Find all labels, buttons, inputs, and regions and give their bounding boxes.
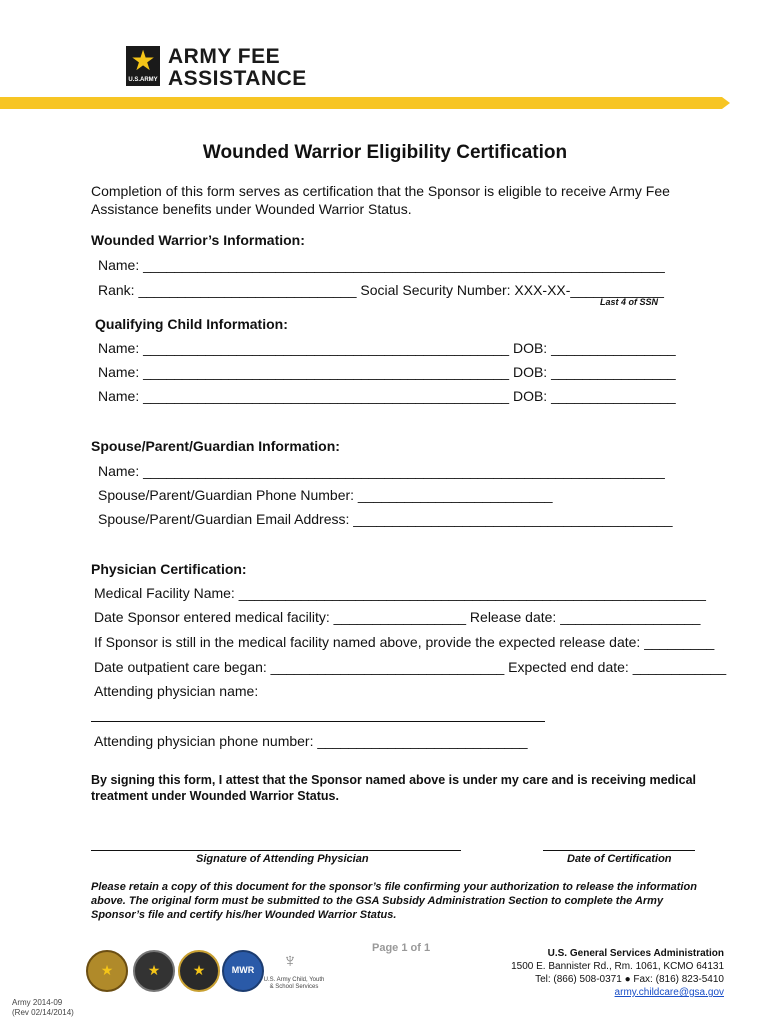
gsa-email-link[interactable]: army.childcare@gsa.gov xyxy=(614,987,724,998)
attending-phone-field[interactable]: Attending physician phone number: ___________________________ xyxy=(94,733,528,749)
header-band-tip xyxy=(722,97,730,109)
gsa-name: U.S. General Services Administration xyxy=(547,948,724,959)
cyss-logo-icon: ♆ xyxy=(282,950,298,972)
form-revision: (Rev 02/14/2014) xyxy=(12,1008,74,1017)
document-title: Wounded Warrior Eligibility Certification xyxy=(202,142,568,163)
army-seal-icon: ★ xyxy=(86,950,128,992)
date-line[interactable] xyxy=(543,850,695,851)
guardian-email-field[interactable]: Spouse/Parent/Guardian Email Address: _________________________________________ xyxy=(98,511,673,527)
warrior-rank-ssn-field[interactable]: Rank: ____________________________ Social Security Number: XXX-XX-____________ xyxy=(98,282,664,298)
expected-release-field[interactable]: If Sponsor is still in the medical facility named above, provide the expected release date: _________ xyxy=(94,634,715,650)
reserve-seal-icon: ★ xyxy=(178,950,220,992)
page-number: Page 1 of 1 xyxy=(372,942,431,954)
outpatient-field[interactable]: Date outpatient care began: ______________________________ Expected end date: ____________ xyxy=(94,659,727,675)
star-icon: ★ xyxy=(130,45,156,76)
guard-seal-icon: ★ xyxy=(133,950,175,992)
logo-caption: U.S.ARMY xyxy=(128,77,158,83)
child-row-2[interactable]: Name: _______________________________________________ DOB: ________________ xyxy=(98,364,676,380)
signature-line[interactable] xyxy=(91,850,461,851)
child-row-1[interactable]: Name: _______________________________________________ DOB: ________________ xyxy=(98,340,676,356)
gsa-address: 1500 E. Bannister Rd., Rm. 1061, KCMO 64131 xyxy=(511,961,724,972)
form-number: Army 2014-09 xyxy=(12,998,63,1007)
guardian-phone-field[interactable]: Spouse/Parent/Guardian Phone Number: _________________________ xyxy=(98,487,553,503)
brand-line-2: ASSISTANCE xyxy=(168,67,307,90)
intro-text: Completion of this form serves as certification that the Sponsor is eligible to receive Army Fee Assistance benefits under Wounded Warrior Status. xyxy=(91,183,670,217)
ssn-note: Last 4 of SSN xyxy=(600,297,659,307)
retain-notice: Please retain a copy of this document for the sponsor’s file confirming your authorization to release the information above. The original form must be submitted to the GSA Subsidy Administration Section to complete the Army Sponsor’s file and certify his/her Wounded Warrior Status. xyxy=(91,881,697,921)
guardian-name-field[interactable]: Name: ___________________________________________________________________ xyxy=(98,463,665,479)
facility-field[interactable]: Medical Facility Name: ____________________________________________________________ xyxy=(94,585,706,601)
physician-heading: Physician Certification: xyxy=(91,561,247,577)
attending-name-label: Attending physician name: xyxy=(94,683,259,699)
cyss-logo-text: U.S. Army Child, Youth & School Services xyxy=(263,977,325,990)
brand-line-1: ARMY FEE xyxy=(168,45,281,68)
form-footnote xyxy=(12,998,74,1018)
gsa-phones: Tel: (866) 508-0371 ● Fax: (816) 823-5410 xyxy=(535,974,724,985)
entered-release-field[interactable]: Date Sponsor entered medical facility: _________________ Release date: __________________ xyxy=(94,609,701,625)
date-label: Date of Certification xyxy=(567,853,672,865)
attending-name-line[interactable] xyxy=(91,721,545,722)
brand-title xyxy=(168,46,307,90)
warrior-heading: Wounded Warrior’s Information: xyxy=(91,232,305,248)
gsa-contact xyxy=(511,947,724,999)
child-heading: Qualifying Child Information: xyxy=(95,316,288,332)
attestation-text: By signing this form, I attest that the Sponsor named above is under my care and is receiving medical treatment under Wounded Warrior Status. xyxy=(91,773,697,803)
signature-label: Signature of Attending Physician xyxy=(196,853,369,865)
warrior-name-field[interactable]: Name: ___________________________________________________________________ xyxy=(98,257,665,273)
mwr-logo-icon: MWR xyxy=(222,950,264,992)
child-row-3[interactable]: Name: _______________________________________________ DOB: ________________ xyxy=(98,388,676,404)
header-band xyxy=(0,97,722,109)
guardian-heading: Spouse/Parent/Guardian Information: xyxy=(91,438,340,454)
